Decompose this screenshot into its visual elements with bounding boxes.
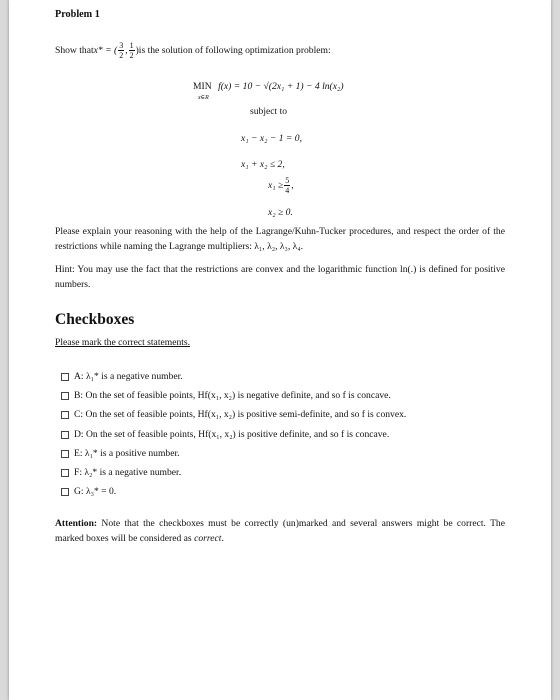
objective-function [193, 81, 344, 101]
min-subscript: x∈R [198, 95, 209, 101]
option-f[interactable] [61, 467, 181, 478]
fraction-numerator: 5 [285, 176, 290, 185]
checkbox-d[interactable] [61, 431, 69, 439]
option-c[interactable] [61, 409, 406, 420]
fraction-denominator: 2 [119, 51, 124, 60]
checkbox-g[interactable] [61, 488, 69, 496]
checkbox-f[interactable] [61, 469, 69, 477]
fraction-one-half [129, 41, 135, 60]
attention-label: Attention: [55, 518, 98, 529]
fraction-denominator: 4 [285, 186, 290, 195]
option-d[interactable] [61, 429, 389, 440]
attention-text: Note that the checkboxes must be correctly (un)marked and several answers might be correct. The marked boxes will be considered as [55, 518, 505, 544]
hint-paragraph: Hint: You may use the fact that the restrictions are convex and the logarithmic function ln(.) is defined for positive numbers. [55, 264, 505, 290]
statement-prefix: Show that [55, 45, 94, 56]
min-label: MIN [193, 81, 212, 92]
statement-close-paren: ) [135, 45, 139, 56]
option-f-label: F: λ₂* is a negative number. [74, 467, 182, 478]
problem-statement [55, 41, 331, 60]
constraint-4: x₂ ≥ 0. [268, 207, 293, 218]
statement-comma: , [125, 45, 128, 56]
option-d-label: D: On the set of feasible points, Hf(x₁, x₂) is positive definite, and so f is concave. [74, 429, 390, 440]
statement-suffix: is the solution of following optimization problem: [138, 45, 331, 56]
explain-paragraph: Please explain your reasoning with the help of the Lagrange/Kuhn-Tucker procedures, and respect the order of the restrictions while naming the Lagrange multipliers: λ₁, λ₂, λ₃, λ₄. [55, 226, 505, 252]
checkbox-a[interactable] [61, 373, 69, 381]
constraint-3 [268, 176, 294, 195]
option-e[interactable] [61, 448, 180, 459]
fraction-numerator: 3 [119, 41, 124, 50]
option-b[interactable] [61, 390, 391, 401]
constraint-3-suffix: , [291, 180, 294, 191]
attention-note [55, 517, 505, 546]
option-g-label: G: λ₃* = 0. [74, 486, 117, 497]
subject-to-label: subject to [250, 106, 288, 117]
checkboxes-heading: Checkboxes [55, 311, 135, 328]
checkbox-c[interactable] [61, 411, 69, 419]
constraint-1: x₁ − x₂ − 1 = 0, [241, 133, 302, 144]
objective-expression: f(x) = 10 − √(2x₁ + 1) − 4 ln(x₂) [218, 81, 344, 92]
option-g[interactable] [61, 486, 116, 497]
document-page [9, 0, 551, 700]
option-e-label: E: λ₁* is a positive number. [74, 448, 180, 459]
min-operator [193, 81, 212, 101]
checkbox-b[interactable] [61, 392, 69, 400]
attention-end: . [221, 532, 224, 544]
option-b-label: B: On the set of feasible points, Hf(x₁, x₂) is negative definite, and so f is concave. [74, 390, 391, 401]
constraint-2: x₁ + x₂ ≤ 2, [241, 159, 285, 170]
option-c-label: C: On the set of feasible points, Hf(x₁, x₂) is positive semi-definite, and so f is convex. [74, 409, 407, 420]
fraction-three-halves [118, 41, 124, 60]
checkbox-e[interactable] [61, 450, 69, 458]
attention-correct-word: correct [194, 532, 222, 544]
option-a[interactable] [61, 371, 183, 382]
fraction-numerator: 1 [129, 41, 134, 50]
checkboxes-instruction: Please mark the correct statements. [55, 337, 191, 348]
fraction-denominator: 2 [129, 51, 134, 60]
option-a-label: A: λ₁* is a negative number. [74, 371, 183, 382]
statement-x-star: x* = ( [93, 45, 118, 56]
fraction-five-quarters [284, 176, 290, 195]
constraint-3-prefix: x₁ ≥ [268, 180, 284, 191]
problem-title: Problem 1 [55, 9, 100, 20]
